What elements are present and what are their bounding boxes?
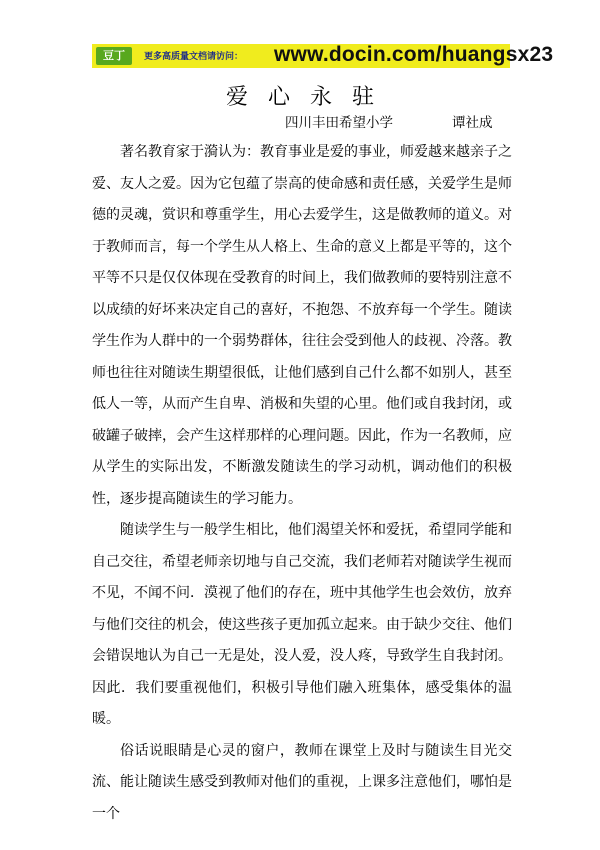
- article-body: [92, 137, 512, 830]
- docin-banner[interactable]: [92, 43, 554, 68]
- paragraph-1: 著名教育家于漪认为：教育事业是爱的事业，师爱越来越亲子之爱、友人之爱。因为它包蕴了崇高的使命感和责任感，关爱学生是师德的灵魂，赏识和尊重学生，用心去爱学生，这是做教师的道义。对于教师而言，每一个学生从人格上、生命的意义上都是平等的，这个平等不只是仅仅体现在受教育的时间上，我们做教师的要特别注意不以成绩的好坏来决定自己的喜好，不抱怨、不放弃每一个学生。随读学生作为人群中的一个弱势群体，往往会受到他人的歧视、冷落。教师也往往对随读生期望很低，让他们感到自己什么都不如别人，甚至低人一等，从而产生自卑、消极和失望的心里。他们或自我封闭，或破罐子破摔，会产生这样那样的心理问题。因此，作为一名教师，应从学生的实际出发，不断激发随读生的学习动机，调动他们的积极性，逐步提高随读生的学习能力。: [92, 144, 512, 507]
- school-name: 四川丰田希望小学: [285, 115, 393, 131]
- paragraph-3: 俗话说眼睛是心灵的窗户，教师在课堂上及时与随读生目光交流、能让随读生感受到教师对他们的重视，上课多注意他们，哪怕是一个: [92, 742, 512, 822]
- article-title: 爱心永驻: [225, 85, 394, 110]
- promo-text: 更多高质量文档请访问：: [144, 52, 244, 62]
- docin-url-link[interactable]: www.docin.com/huangsx23: [274, 43, 554, 66]
- paragraph-2: 随读学生与一般学生相比，他们渴望关怀和爱抚，希望同学能和自己交往，希望老师亲切地与自己交流，我们老师若对随读学生视而不见，不闻不问．漠视了他们的存在，班中其他学生也会效仿，放弃与他们交往的机会，使这些孩子更加孤立起来。由于缺少交往、他们会错误地认为自己一无是处，没人爱，没人疼，导致学生自我封闭。因此．我们要重视他们，积极引导他们融入班集体，感受集体的温暖。: [92, 522, 512, 727]
- docin-logo[interactable]: 豆丁: [96, 47, 132, 65]
- author-name: 谭社成: [452, 115, 493, 131]
